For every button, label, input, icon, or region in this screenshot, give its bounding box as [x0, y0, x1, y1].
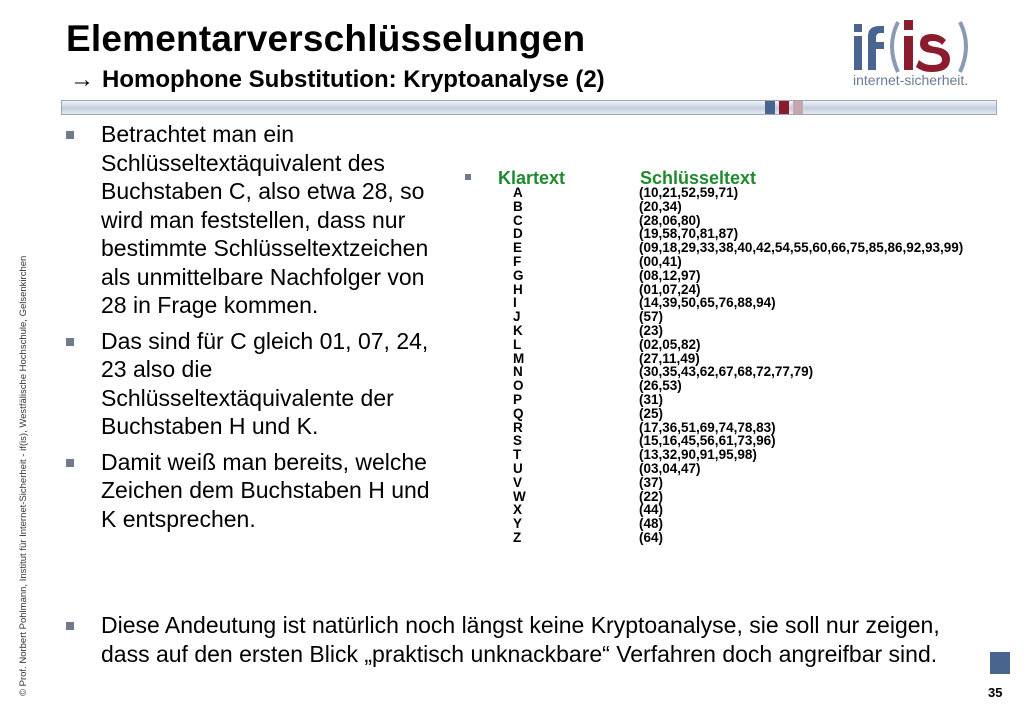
- plaintext-letter: A: [513, 185, 523, 200]
- ciphertext-codes: (02,05,82): [639, 336, 701, 352]
- slide-title: Elementarverschlüsselungen: [66, 18, 586, 59]
- square-bullet-icon: [465, 174, 471, 180]
- bullet-item: [66, 448, 446, 534]
- plaintext-letter: V: [513, 474, 523, 490]
- page-number: 35: [988, 685, 1003, 700]
- ciphertext-codes: (57): [639, 309, 664, 325]
- bar-block-red: [779, 101, 789, 114]
- plaintext-letter: W: [513, 488, 526, 504]
- ciphertext-codes: (03,04,47): [639, 460, 701, 476]
- plaintext-letter: S: [513, 433, 523, 449]
- ciphertext-codes: (26,53): [639, 378, 682, 394]
- subtitle-text: Homophone Substitution: Kryptoanalyse (2): [102, 66, 605, 93]
- ciphertext-codes: (00,41): [639, 253, 682, 269]
- bar-block-blue: [765, 101, 775, 114]
- slide-subtitle: [70, 66, 605, 94]
- plaintext-letter: M: [513, 350, 525, 366]
- ciphertext-codes: (25): [639, 405, 664, 421]
- bullet-text: Das sind für C gleich 01, 07, 24, 23 also die Schlüsseltextäquivalente der Buchstaben H und K.: [101, 327, 429, 439]
- ciphertext-codes: (30,35,43,62,67,68,72,77,79): [639, 364, 814, 380]
- plaintext-letter: Q: [513, 405, 524, 421]
- bullet-text: Betrachtet man ein Schlüsseltextäquivalent des Buchstaben C, also etwa 28, so wird man feststellen, dass nur bestimmte Schlüsseltextzeichen als unmittelbare Nachfolger von 28 in Frage kommen.: [101, 121, 429, 318]
- plaintext-letter: E: [513, 240, 523, 256]
- square-bullet-icon: [66, 622, 74, 630]
- bottom-bullet: [66, 611, 986, 668]
- plaintext-letter: X: [513, 502, 523, 518]
- plaintext-letter: D: [513, 226, 523, 242]
- plaintext-letter: K: [513, 322, 523, 338]
- ciphertext-codes: (22): [639, 488, 664, 504]
- ciphertext-codes: (15,16,45,56,61,73,96): [639, 433, 776, 449]
- ciphertext-codes: (08,12,97): [639, 267, 701, 283]
- ciphertext-codes: (09,18,29,33,38,40,42,54,55,60,66,75,85,86,92,93,99): [639, 240, 964, 256]
- ciphertext-codes: (01,07,24): [639, 281, 701, 297]
- ciphertext-codes: (19,58,70,81,87): [639, 226, 739, 242]
- table-header-ciphertext: Schlüsseltext: [640, 168, 757, 188]
- table-header-plaintext: Klartext: [498, 168, 566, 188]
- plaintext-letter: G: [513, 267, 524, 283]
- bullet-list: [66, 120, 446, 540]
- ciphertext-codes: (28,06,80): [639, 212, 701, 228]
- square-bullet-icon: [66, 131, 74, 139]
- ciphertext-codes: (10,21,52,59,71): [639, 185, 739, 200]
- bullet-text: Damit weiß man bereits, welche Zeichen dem Buchstaben H und K entsprechen.: [101, 448, 430, 532]
- ciphertext-codes: (20,34): [639, 198, 682, 214]
- plaintext-letter: R: [513, 419, 523, 435]
- ciphertext-codes: (64): [639, 529, 664, 545]
- plaintext-letter: B: [513, 198, 523, 214]
- plaintext-letter: L: [513, 336, 522, 352]
- plaintext-letter: T: [513, 447, 522, 463]
- plaintext-letter: P: [513, 391, 523, 407]
- ciphertext-codes: (17,36,51,69,74,78,83): [639, 419, 776, 435]
- ciphertext-codes: (23): [639, 322, 664, 338]
- plaintext-letter: Y: [513, 516, 523, 532]
- ciphertext-codes: (14,39,50,65,76,88,94): [639, 295, 776, 311]
- plaintext-letter: H: [513, 281, 523, 297]
- plaintext-letter: O: [513, 378, 524, 394]
- copyright-sidebar: © Prof. Norbert Pohlmann, Institut für Internet-Sicherheit - if(is), Westfälische Hochschule, Gelsenkirchen: [18, 255, 29, 696]
- plaintext-letter: Z: [513, 529, 522, 545]
- page-marker-block: [990, 652, 1010, 674]
- plaintext-letter: J: [513, 309, 521, 325]
- ciphertext-codes: (48): [639, 516, 664, 532]
- ciphertext-codes: (13,32,90,91,95,98): [639, 447, 757, 463]
- plaintext-letter: C: [513, 212, 523, 228]
- title-underline-bar: [61, 100, 997, 115]
- square-bullet-icon: [66, 459, 74, 467]
- bullet-item: [66, 120, 446, 320]
- bar-block-pink: [793, 101, 803, 114]
- arrow-right-icon: →: [70, 66, 94, 93]
- ciphertext-codes: (27,11,49): [639, 350, 700, 366]
- logo-caption: internet-sicherheit.: [853, 72, 969, 88]
- ciphertext-codes: (44): [639, 502, 664, 518]
- plaintext-letter: U: [513, 460, 523, 476]
- ciphertext-codes: (37): [639, 474, 664, 490]
- bullet-item: [66, 327, 446, 441]
- ciphertext-codes: (31): [639, 391, 664, 407]
- square-bullet-icon: [66, 338, 74, 346]
- bottom-bullet-text: Diese Andeutung ist natürlich noch längst keine Kryptoanalyse, sie soll nur zeigen, dass auf den ersten Blick „praktisch unknackbare“ Verfahren doch angreifbar sind.: [101, 612, 940, 667]
- plaintext-letter: F: [513, 253, 522, 269]
- plaintext-letter: I: [513, 295, 517, 311]
- plaintext-letter: N: [513, 364, 523, 380]
